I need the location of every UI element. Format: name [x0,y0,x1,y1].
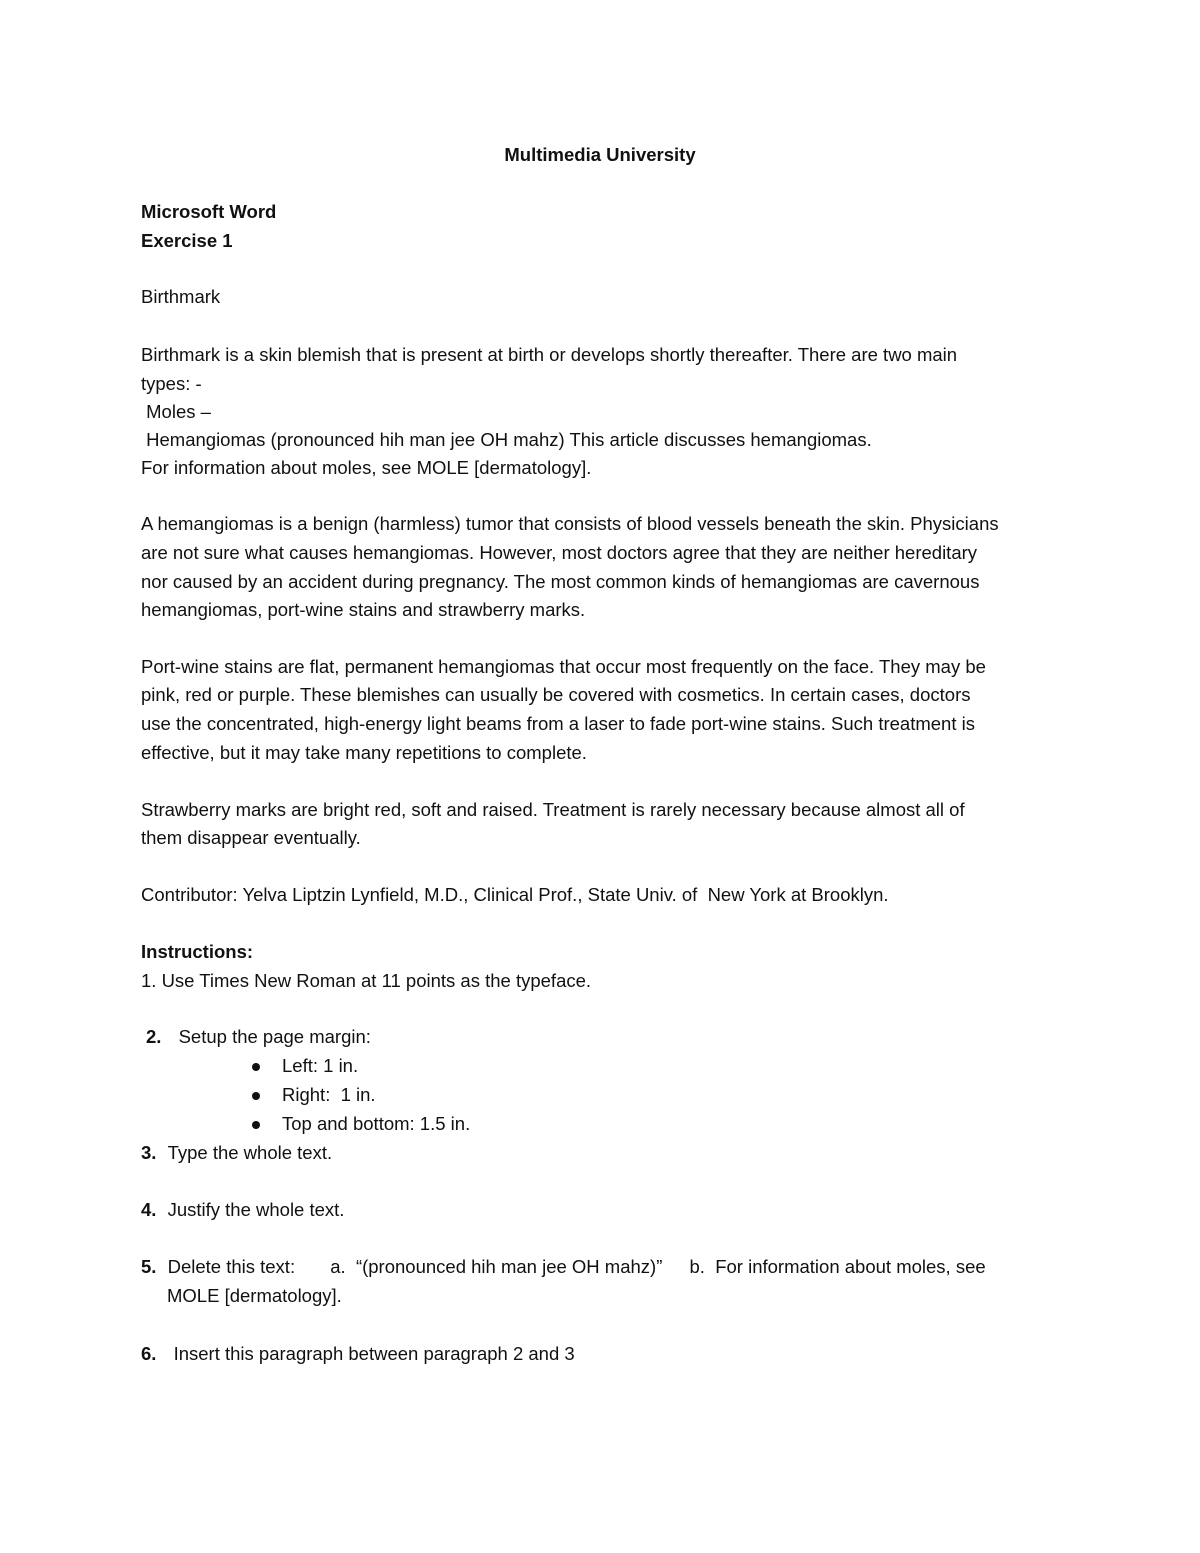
para4-line-1: Strawberry marks are bright red, soft and raised. Treatment is rarely necessary because almost all of [141,799,965,820]
instruction-4 [141,1201,344,1220]
exercise-heading: Exercise 1 [141,230,233,251]
instruction-2-text: Setup the page margin: [178,1026,371,1047]
bullet-icon [252,1063,260,1071]
para3-line-3: use the concentrated, high-energy light beams from a laser to fade port-wine stains. Such treatment is [141,713,975,734]
instruction-5-text: Delete this text: [167,1256,296,1277]
instruction-3-text: Type the whole text. [167,1142,333,1163]
instruction-5-part-a: a. “(pronounced hih man jee OH mahz)” [330,1256,663,1277]
instruction-3-number: 3. [141,1142,157,1163]
para3-line-2: pink, red or purple. These blemishes can usually be covered with cosmetics. In certain cases, doctors [141,684,971,705]
instruction-1: 1. Use Times New Roman at 11 points as the typeface. [141,970,592,991]
bullet-text: Top and bottom: 1.5 in. [282,1113,471,1134]
instruction-4-text: Justify the whole text. [167,1199,345,1220]
university-title: Multimedia University [504,144,696,165]
instruction-6-number: 6. [141,1343,157,1364]
intro-moles: Moles – [141,401,211,422]
para2-line-2: are not sure what causes hemangiomas. However, most doctors agree that they are neither hereditary [141,542,978,563]
intro-line-1: Birthmark is a skin blemish that is present at birth or develops shortly thereafter. There are two main [141,344,958,365]
para2-line-4: hemangiomas, port-wine stains and strawberry marks. [141,599,586,620]
topic-title: Birthmark [141,286,221,307]
instruction-5-part-b: b. For information about moles, see [689,1256,986,1277]
para3-line-1: Port-wine stains are flat, permanent hemangiomas that occur most frequently on the face. They may be [141,656,986,677]
instruction-5-continuation: MOLE [dermatology]. [167,1285,342,1306]
intro-info: For information about moles, see MOLE [dermatology]. [141,457,592,478]
instruction-3 [141,1144,332,1163]
intro-line-2: types: - [141,373,202,394]
para3-line-4: effective, but it may take many repetitions to complete. [141,742,587,763]
instruction-2-number: 2. [146,1026,162,1047]
course-heading: Microsoft Word [141,201,277,222]
instruction-5-number: 5. [141,1256,157,1277]
para4-line-2: them disappear eventually. [141,827,361,848]
bullet-text: Left: 1 in. [282,1055,359,1076]
instructions-heading: Instructions: [141,941,254,962]
para2-line-1: A hemangiomas is a benign (harmless) tumor that consists of blood vessels beneath the skin. Physicians [141,513,999,534]
intro-hemangiomas: Hemangiomas (pronounced hih man jee OH mahz) This article discusses hemangiomas. [141,429,872,450]
instruction-5 [141,1258,986,1277]
contributor-line: Contributor: Yelva Liptzin Lynfield, M.D., Clinical Prof., State Univ. of New York at Brooklyn. [141,884,889,905]
bullet-text: Right: 1 in. [282,1084,376,1105]
instruction-6 [141,1345,575,1364]
para2-line-3: nor caused by an accident during pregnancy. The most common kinds of hemangiomas are cavernous [141,571,980,592]
instruction-6-text: Insert this paragraph between paragraph 2 and 3 [173,1343,575,1364]
instruction-2 [146,1028,371,1047]
bullet-icon [252,1092,260,1100]
bullet-icon [252,1121,260,1129]
instruction-4-number: 4. [141,1199,157,1220]
